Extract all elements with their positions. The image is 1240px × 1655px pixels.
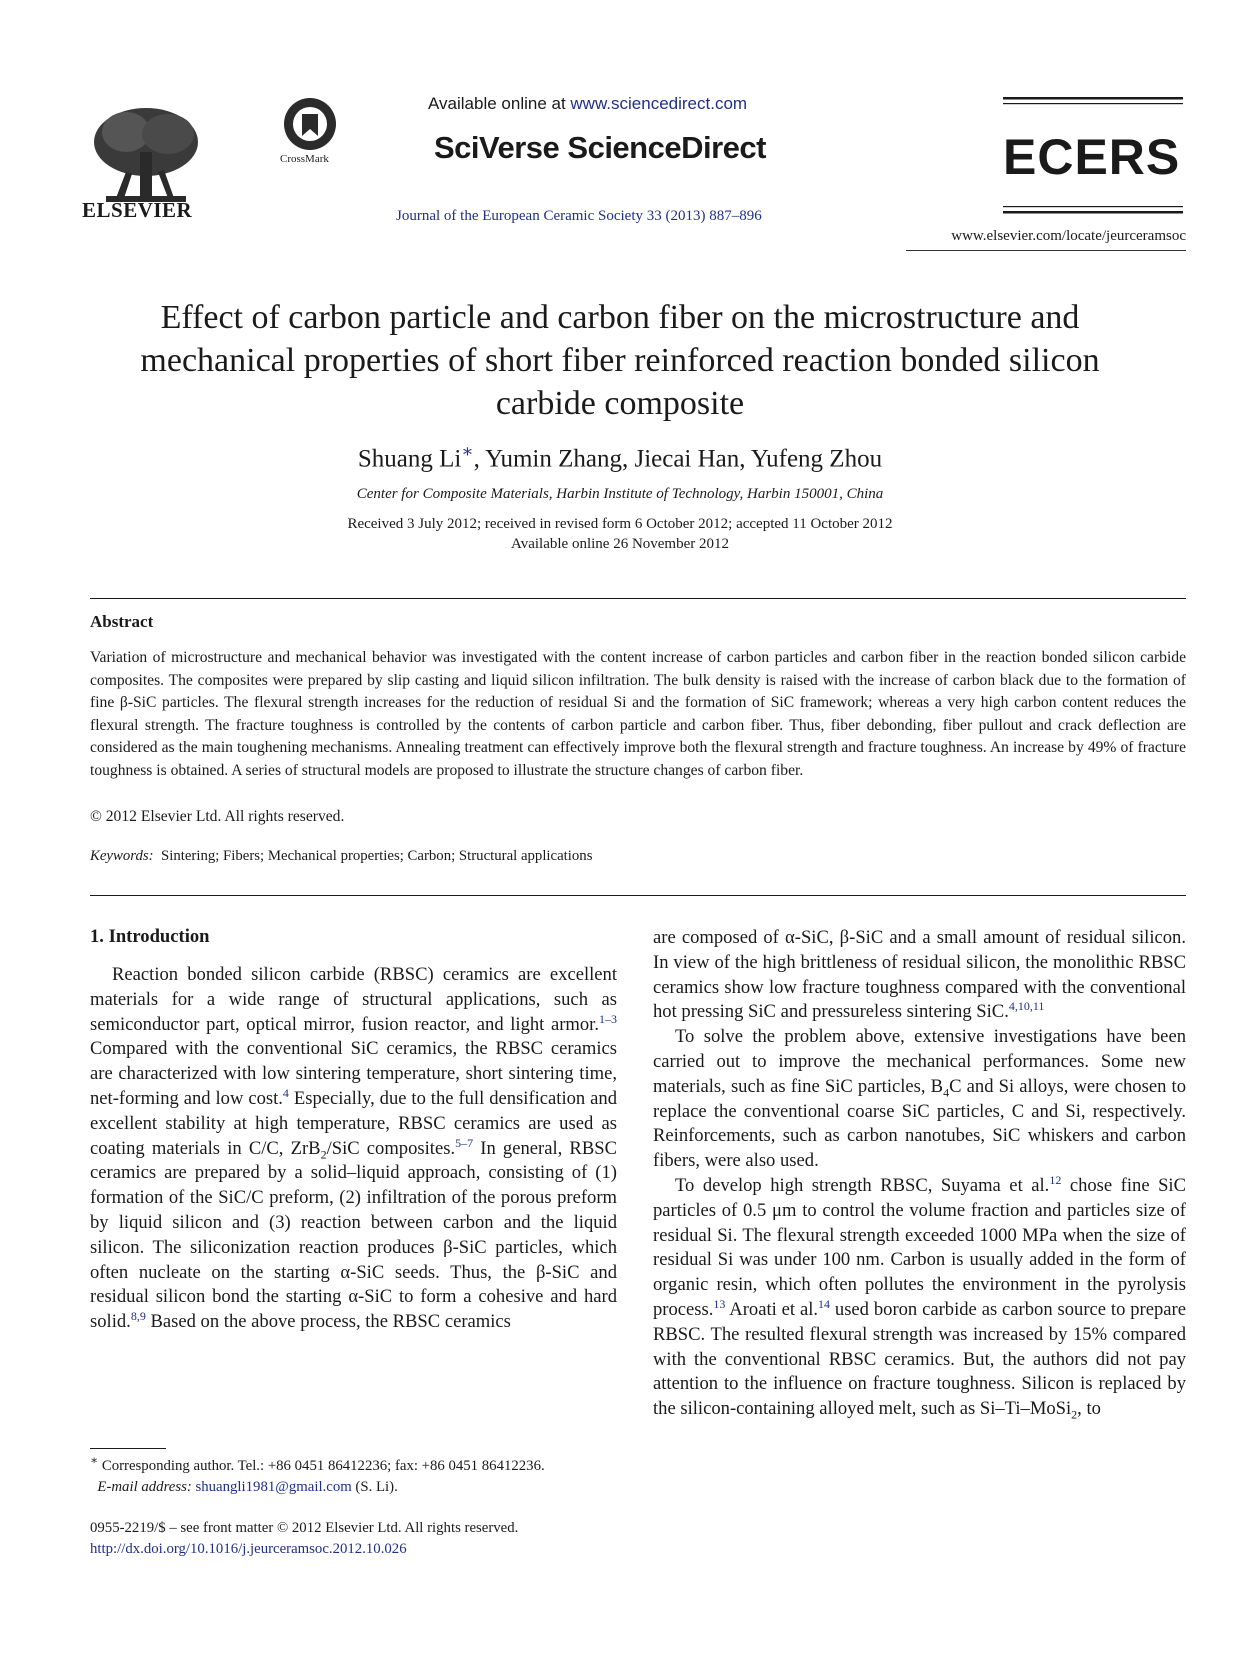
email-label: E-mail address: [97,1479,192,1495]
paragraph: To develop high strength RBSC, Suyama et al.$^{12}$ chose fine SiC particles of 0.5 μm to control the volume fraction and particles size of residual Si. The flexural strength exceeded 1000 MPa when the size of residual Si was under 100 nm. Carbon is usually added in the form of organic resin, which often pollutes the environment in the pyrolysis process.$^{13}$ Aroati et al.$^{14}$ used boron carbide as carbon source to prepare RBSC. The resulted flexural strength was increased by 15% compared with the conventional RBSC ceramics. But, the authors did not pay attention to the influence on fracture toughness. Silicon is replaced by the silicon-containing alloyed melt, such as Si–Ti–MoSi$_2$, to [653,1172,1186,1422]
journal-homepage-url[interactable]: www.elsevier.com/locate/jeurceramsoc [951,228,1186,244]
author-first: Shuang Li [357,445,462,473]
available-online-date: Available online 26 November 2012 [511,536,729,552]
keywords [90,848,592,865]
corresponding-author-footnote: ∗ Corresponding author. Tel.: +86 0451 86412236; fax: +86 0451 86412236. E-mail address: shuangli1981@gmail.com (S. Li). [90,1453,545,1495]
author-email-link[interactable]: shuangli1981@gmail.com [195,1479,352,1495]
paragraph: are composed of α-SiC, β-SiC and a small amount of residual silicon. In view of the high brittleness of residual silicon, the monolithic RBSC ceramics show low fracture toughness compared with the conventional hot pressing SiC and pressureless sintering SiC.$^{4,10,11}$ [653,927,1186,1023]
affiliation: Center for Composite Materials, Harbin Institute of Technology, Harbin 150001, China [356,486,884,502]
footnote-text: Corresponding author. Tel.: +86 0451 86412236; fax: +86 0451 86412236. [98,1458,545,1474]
footnote-mark: ∗ [90,1453,99,1468]
section-heading-introduction: 1. Introduction [90,926,210,947]
abstract-bottom-rule [90,895,1186,896]
abstract-copyright: © 2012 Elsevier Ltd. All rights reserved. [90,808,345,825]
abstract-top-rule [90,598,1186,599]
doi-link[interactable]: http://dx.doi.org/10.1016/j.jeurceramsoc.2012.10.026 [90,1541,407,1557]
author-others: , Yumin Zhang, Jiecai Han, Yufeng Zhou [473,445,883,473]
corresponding-author-mark[interactable]: ∗ [461,441,474,461]
keywords-label: Keywords: [90,848,154,864]
journal-reference-link[interactable]: Journal of the European Ceramic Society 33 (2013) 887–896 [396,208,762,224]
society-logo: ECERS [1003,129,1181,185]
crossmark-icon[interactable] [282,96,338,152]
issn-line: 0955-2219/$ – see front matter © 2012 Elsevier Ltd. All rights reserved. [90,1520,519,1536]
article-history [110,514,1130,554]
available-prefix: Available online at [428,94,571,113]
body-column-left [90,963,617,1335]
crossmark-label: CrossMark [280,153,329,165]
sciverse-logo: SciVerse ScienceDirect [434,130,766,165]
body-column-right [653,926,1186,1422]
citation-link[interactable]: 14 [818,1296,831,1311]
front-matter [90,1518,620,1560]
citation-link[interactable]: 4 [282,1085,289,1100]
citation-link[interactable]: 5–7 [455,1135,474,1150]
abstract-text: Variation of microstructure and mechanical behavior was investigated with the content increase of carbon particles and carbon fiber in the reaction bonded silicon carbide composites. The composites were prepared by slip casting and liquid silicon infiltration. The bulk density is raised with the increase of carbon black due to the formation of fine β-SiC particles. The flexural strength increases for the reduction of residual Si and the formation of SiC framework; whereas a very high carbon content reduces the flexural strength. The fracture toughness is controlled by the contents of carbon particle and carbon fiber. Thus, fiber debonding, fiber pullout and crack deflection are considered as the main toughening mechanisms. Annealing treatment can effectively improve both the flexural strength and fracture toughness. An increase by 49% of fracture toughness is obtained. A series of structural models are proposed to illustrate the structure changes of carbon fiber. [90,649,1186,779]
citation-link[interactable]: 1–3 [599,1011,617,1026]
citation-link[interactable]: 4,10,11 [1008,999,1045,1014]
paragraph: Reaction bonded silicon carbide (RBSC) ceramics are excellent materials for a wide range of structural applications, such as semiconductor part, optical mirror, fusion reactor, and light armor.$^{1-3}$ Compared with the conventional SiC ceramics, the RBSC ceramics are characterized with low sintering temperature, short sintering time, net-forming and low cost.$^4$ Especially, due to the full densification and excellent stability at high temperature, RBSC ceramics are used as coating materials in C/C, ZrB$_2$/SiC composites.$^{5-7}$ In general, RBSC ceramics are prepared by a solid–liquid approach, consisting of (1) formation of the SiC/C preform, (2) infiltration of the porous preform by liquid silicon and (3) reaction between carbon and the liquid silicon. The siliconization reaction produces β-SiC particles, which often nucleate on the starting α-SiC seeds. Thus, the β-SiC and residual silicon bond the starting α-SiC to form a cohesive and hard solid.$^{8,9}$ Based on the above process, the RBSC ceramics [90,964,617,1333]
header-divider [906,250,1186,251]
paragraph: To solve the problem above, extensive investigations have been carried out to improve the mechanical performances. Some new materials, such as fine SiC particles, $B_4C$ and Si alloys, were chosen to replace the conventional coarse SiC particles, C and Si, respectively. Reinforcements, such as carbon nanotubes, SiC whiskers and carbon fibers, were also used. [653,1026,1186,1172]
author-list [110,441,1130,473]
citation-link[interactable]: 12 [1049,1172,1062,1187]
keywords-values: Sintering; Fibers; Mechanical properties; Carbon; Structural applications [160,848,593,864]
received-dates: Received 3 July 2012; received in revised form 6 October 2012; accepted 11 October 2012 [347,516,893,532]
sciencedirect-link[interactable]: www.sciencedirect.com [570,94,748,113]
citation-link[interactable]: 13 [713,1296,726,1311]
abstract-heading: Abstract [90,612,154,631]
available-online-line [428,94,788,114]
article-title: Effect of carbon particle and carbon fiber on the microstructure and mechanical properties of short fiber reinforced reaction bonded silicon carbide composite [140,299,1100,422]
publisher-name: ELSEVIER [82,198,193,222]
citation-link[interactable]: 8,9 [130,1308,146,1323]
footnote-rule [90,1448,166,1449]
